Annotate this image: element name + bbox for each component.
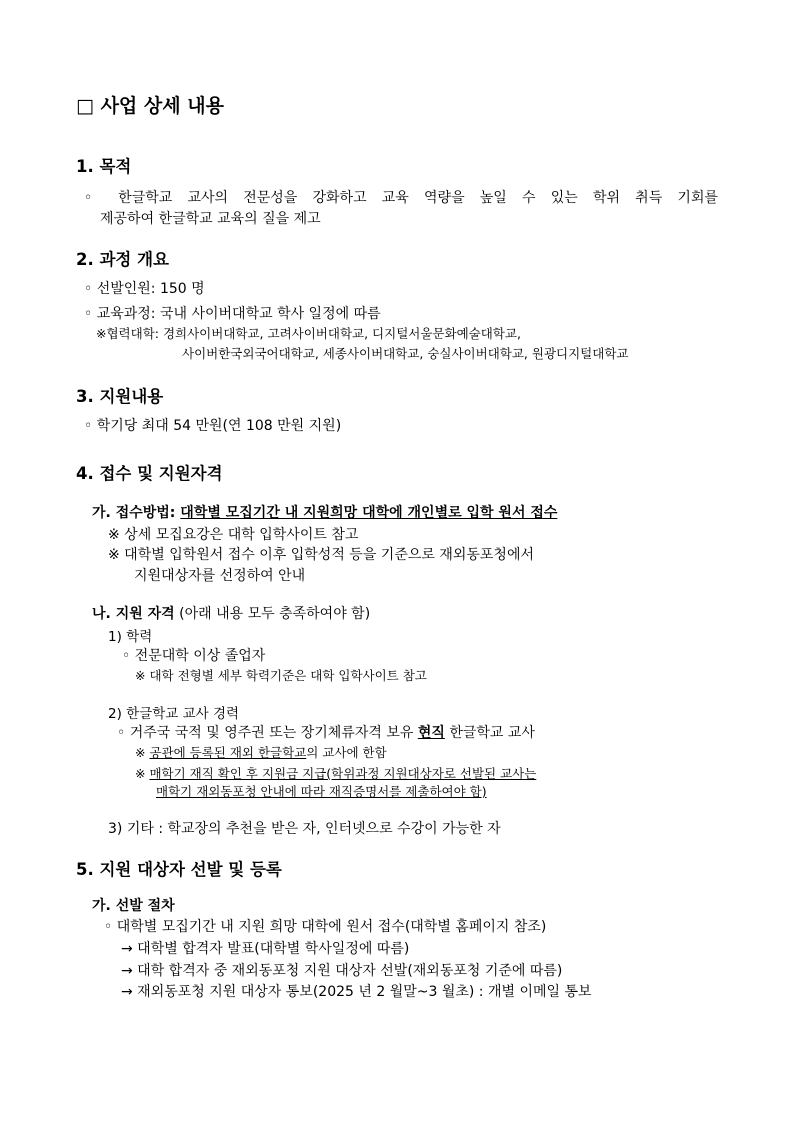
section-5-heading: 5. 지원 대상자 선발 및 등록 xyxy=(76,860,282,879)
teacher-career-note-2 xyxy=(135,764,536,782)
procedure-step-1: ◦ 대학별 모집기간 내 지원 희망 대학에 원서 접수(대학별 홈페이지 참조) xyxy=(104,919,547,935)
teacher-career-text-a: ◦ 거주국 국적 및 영주권 또는 장기체류자격 보유 xyxy=(117,725,418,741)
section-3-heading: 3. 지원내용 xyxy=(76,387,164,406)
section-1-heading: 1. 목적 xyxy=(76,157,132,176)
procedure-step-4: → 재외동포청 지원 대상자 통보(2025 년 2 월말~3 월초) : 개별 이메일 통보 xyxy=(121,984,592,1000)
application-note-2: ※ 대학별 입학원서 접수 이후 입학성적 등을 기준으로 재외동포청에서 xyxy=(108,547,535,563)
section-1-text-line1: ◦ 한글학교 교사의 전문성을 강화하고 교육 역량을 높일 수 있는 학위 취득 기회를 xyxy=(84,190,718,206)
procedure-step-3: → 대학 합격자 중 재외동포청 지원 대상자 선발(재외동포청 기준에 따름) xyxy=(121,963,563,979)
employment-verification-text: 매학기 재직 확인 후 지원금 지급(학위과정 지원대상자로 선발된 교사는 xyxy=(149,766,537,781)
curriculum: ◦ 교육과정: 국내 사이버대학교 학사 일정에 따름 xyxy=(84,306,381,322)
teacher-career-note-1 xyxy=(135,743,387,761)
education-heading: 1) 학력 xyxy=(108,629,153,645)
application-method-value: 대학별 모집기간 내 지원희망 대학에 개인별로 입학 원서 접수 xyxy=(180,505,558,521)
page-title: □ 사업 상세 내용 xyxy=(76,95,224,117)
teacher-career-heading: 2) 한글학교 교사 경력 xyxy=(108,706,240,722)
partner-universities-line1: ※협력대학: 경희사이버대학교, 고려사이버대학교, 디지털서울문화예술대학교, xyxy=(96,326,521,341)
eligibility-label: 나. 지원 자격 xyxy=(92,606,175,622)
current-teacher-emphasis: 현직 xyxy=(417,725,445,741)
note-mark: ※ xyxy=(135,745,150,760)
application-method xyxy=(92,502,557,522)
partner-universities-line2: 사이버한국외국어대학교, 세종사이버대학교, 숭실사이버대학교, 원광디지털대학교 xyxy=(182,346,629,361)
selection-procedure-label: 가. 선발 절차 xyxy=(92,898,175,914)
selection-count: ◦ 선발인원: 150 명 xyxy=(84,281,205,297)
application-note-1: ※ 상세 모집요강은 대학 입학사이트 참고 xyxy=(108,527,359,543)
eligibility-suffix: (아래 내용 모두 충족하여야 함) xyxy=(174,606,371,622)
teacher-career-requirement xyxy=(117,722,535,742)
education-requirement: ◦ 전문대학 이상 졸업자 xyxy=(122,648,266,664)
note-1-rest: 의 교사에 한함 xyxy=(306,745,387,760)
eligibility-heading xyxy=(92,603,370,623)
application-method-label: 가. 접수방법: xyxy=(92,505,181,521)
registered-school-text: 공관에 등록된 재외 한글학교 xyxy=(149,745,307,760)
procedure-step-2: → 대학별 합격자 발표(대학별 학사일정에 따름) xyxy=(121,941,410,957)
support-amount: ◦ 학기당 최대 54 만원(연 108 만원 지원) xyxy=(84,418,342,434)
section-4-heading: 4. 접수 및 지원자격 xyxy=(76,464,223,483)
application-note-2-cont: 지원대상자를 선정하여 안내 xyxy=(134,568,306,584)
education-note: ※ 대학 전형별 세부 학력기준은 대학 입학사이트 참고 xyxy=(135,668,427,683)
other-requirements: 3) 기타 : 학교장의 추천을 받은 자, 인터넷으로 수강이 가능한 자 xyxy=(108,821,501,837)
section-2-heading: 2. 과정 개요 xyxy=(76,250,169,269)
section-1-text-line2: 제공하여 한글학교 교육의 질을 제고 xyxy=(100,211,321,227)
teacher-career-text-c: 한글학교 교사 xyxy=(444,725,535,741)
note-mark: ※ xyxy=(135,766,150,781)
teacher-career-note-2-cont: 매학기 재외동포청 안내에 따라 재직증명서를 제출하여야 함) xyxy=(156,784,487,799)
